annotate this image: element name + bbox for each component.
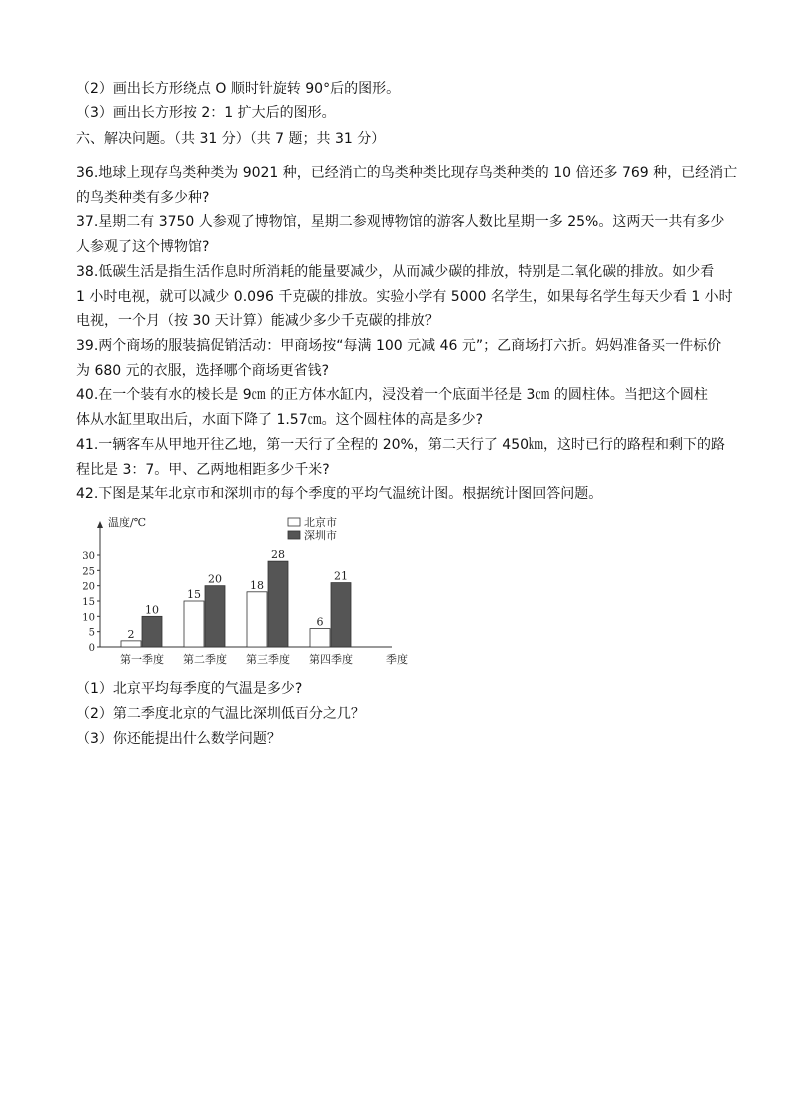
- text-line: 39.两个商场的服装搞促销活动：甲商场按“每满 100 元减 46 元”；乙商场打六折。妈妈准备买一件标价: [76, 338, 722, 354]
- category-label: 第三季度: [246, 653, 290, 666]
- y-tick-label: 15: [82, 597, 95, 608]
- category-label: 第一季度: [120, 653, 164, 666]
- bar-value-label: 10: [145, 603, 159, 617]
- bar-value-label: 28: [271, 548, 285, 562]
- bar-shenzhen: [268, 561, 288, 647]
- legend-swatch: [288, 518, 300, 526]
- bar-beijing: [310, 629, 330, 647]
- bar-shenzhen: [142, 616, 162, 647]
- y-tick-label: 5: [88, 627, 95, 639]
- bar-shenzhen: [205, 586, 225, 647]
- y-axis-arrow: [97, 521, 103, 528]
- text-line: 的鸟类种类有多少种?: [76, 190, 210, 206]
- text-line: 体从水缸里取出后，水面下降了 1.57㎝。这个圆柱体的高是多少?: [76, 412, 484, 428]
- text-line: 人参观了这个博物馆?: [76, 239, 210, 255]
- text-line: （2）画出长方形绕点 O 顺时针旋转 90°后的图形。: [76, 81, 401, 97]
- legend-swatch: [288, 531, 300, 539]
- text-line: 六、解决问题。（共 31 分）（共 7 题；共 31 分）: [76, 131, 386, 147]
- y-tick-label: 10: [82, 612, 95, 624]
- text-line: 38.低碳生活是指生活作息时所消耗的能量要减少，从而减少碳的排放，特别是二氧化碳的排放。如少看: [76, 264, 715, 280]
- bar-value-label: 20: [208, 572, 222, 586]
- text-line: 37.星期二有 3750 人参观了博物馆，星期二参观博物馆的游客人数比星期一多 25%。这两天一共有多少: [76, 214, 725, 230]
- y-tick-label: 30: [82, 551, 95, 562]
- text-line: 1 小时电视，就可以减少 0.096 千克碳的排放。实验小学有 5000 名学生，如果每名学生每天少看 1 小时: [76, 289, 733, 305]
- bar-value-label: 21: [334, 569, 348, 583]
- category-label: 第四季度: [309, 653, 353, 666]
- bar-value-label: 2: [127, 627, 135, 641]
- bar-value-label: 15: [187, 588, 201, 601]
- text-line: （3）你还能提出什么数学问题？: [76, 731, 281, 747]
- category-label: 第二季度: [183, 653, 227, 666]
- text-line: （2）第二季度北京的气温比深圳低百分之几？: [76, 706, 365, 722]
- y-tick-label: 25: [82, 566, 95, 578]
- text-line: 42.下图是某年北京市和深圳市的每个季度的平均气温统计图。根据统计图回答问题。: [76, 486, 603, 502]
- legend-label: 深圳市: [304, 529, 337, 542]
- y-tick-label: 20: [82, 581, 95, 593]
- bar-beijing: [184, 601, 204, 647]
- text-line: 程比是 3：7。甲、乙两地相距多少千米?: [76, 462, 330, 478]
- y-axis-label: 温度/℃: [108, 516, 147, 529]
- bar-shenzhen: [331, 583, 351, 647]
- text-line: 41.一辆客车从甲地开往乙地，第一天行了全程的 20%，第二天行了 450㎞，这时已行的路程和剩下的路: [76, 437, 726, 453]
- text-line: （1）北京平均每季度的气温是多少?: [76, 681, 303, 697]
- text-line: 40.在一个装有水的棱长是 9㎝ 的正方体水缸内，浸没着一个底面半径是 3㎝ 的圆柱体。当把这个圆柱: [76, 387, 708, 403]
- text-line: 电视，一个月（按 30 天计算）能减少多少千克碳的排放？: [76, 313, 439, 329]
- bar-value-label: 18: [250, 578, 264, 592]
- legend-label: 北京市: [304, 516, 337, 529]
- bar-value-label: 6: [316, 615, 324, 629]
- y-tick-label: 0: [88, 643, 95, 654]
- bar-beijing: [121, 641, 141, 647]
- x-axis-label: 季度: [386, 653, 408, 666]
- text-line: （3）画出长方形按 2：1 扩大后的图形。: [76, 105, 336, 121]
- text-line: 36.地球上现存鸟类种类为 9021 种，已经消亡的鸟类种类比现存鸟类种类的 10 倍还多 769 种，已经消亡: [76, 165, 738, 181]
- temperature-bar-chart: [78, 514, 408, 669]
- bar-beijing: [247, 592, 267, 647]
- text-line: 为 680 元的衣服，选择哪个商场更省钱?: [76, 363, 330, 379]
